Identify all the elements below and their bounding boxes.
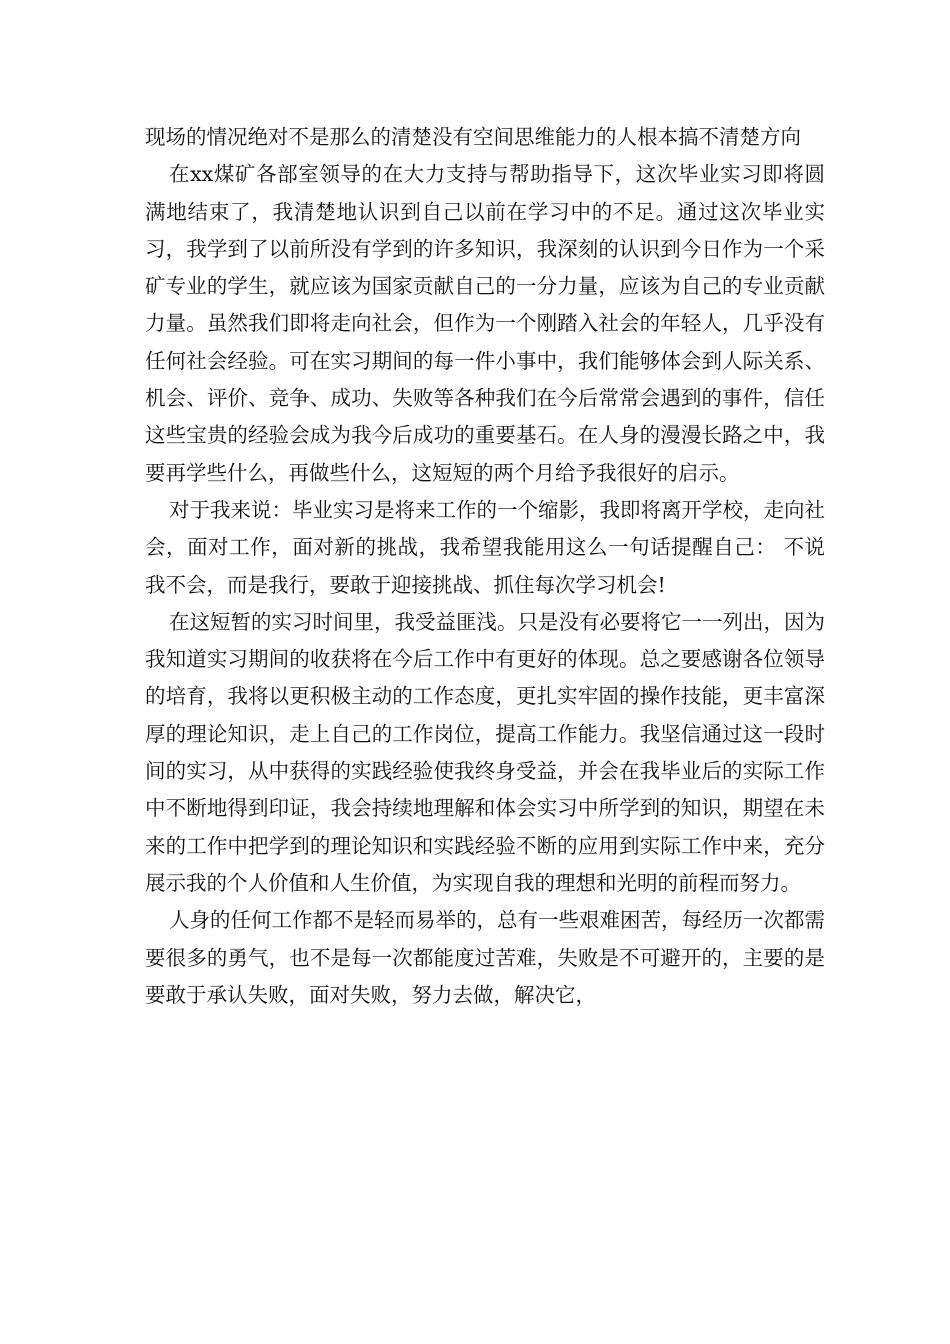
- paragraph-1: 现场的情况绝对不是那么的清楚没有空间思维能力的人根本搞不清楚方向: [145, 125, 801, 149]
- paragraph-2: 在xx煤矿各部室领导的在大力支持与帮助指导下，这次毕业实习即将圆满地结束了，我清楚地认识到自己以前在学习中的不足。通过这次毕业实习，我学到了以前所没有学到的许多知识，我深刻的认识到今日作为一个采矿专业的学生，就应该为国家贡献自己的一分力量，应该为自己的专业贡献力量。虽然我们即将走向社会，但作为一个刚踏入社会的年轻人，几乎没有任何社会经验。可在实习期间的每一件小事中，我们能够体会到人际关系、机会、评价、竞争、成功、失败等各种我们在今后常常会遇到的事件，信任这些宝贵的经验会成为我今后成功的重要基石。在人身的漫漫长路之中，我要再学些什么，再做些什么，这短短的两个月给予我很好的启示。: [145, 162, 825, 485]
- paragraph-5: 人身的任何工作都不是轻而易举的，总有一些艰难困苦，每经历一次都需要很多的勇气，也不是每一次都能度过苦难，失败是不可避开的，主要的是要敢于承认失败，面对失败，努力去做，解决它，: [145, 908, 825, 1007]
- paragraph-3: 对于我来说：毕业实习是将来工作的一个缩影，我即将离开学校，走向社会，面对工作，面对新的挑战，我希望我能用这么一句话提醒自己： 不说我不会，而是我行，要敢于迎接挑战、抓住每次学习机会!: [145, 497, 825, 597]
- paragraph-4: 在这短暂的实习时间里，我受益匪浅。只是没有必要将它一一列出，因为我知道实习期间的收获将在今后工作中有更好的体现。总之要感谢各位领导的培育，我将以更积极主动的工作态度，更扎实牢固的操作技能，更丰富深厚的理论知识，走上自己的工作岗位，提高工作能力。我坚信通过这一段时间的实习，从中获得的实践经验使我终身受益，并会在我毕业后的实际工作中不断地得到印证，我会持续地理解和体会实习中所学到的知识，期望在未来的工作中把学到的理论知识和实践经验不断的应用到实际工作中来，充分展示我的个人价值和人生价值，为实现自我的理想和光明的前程而努力。: [145, 609, 825, 895]
- document-body: [145, 119, 825, 1014]
